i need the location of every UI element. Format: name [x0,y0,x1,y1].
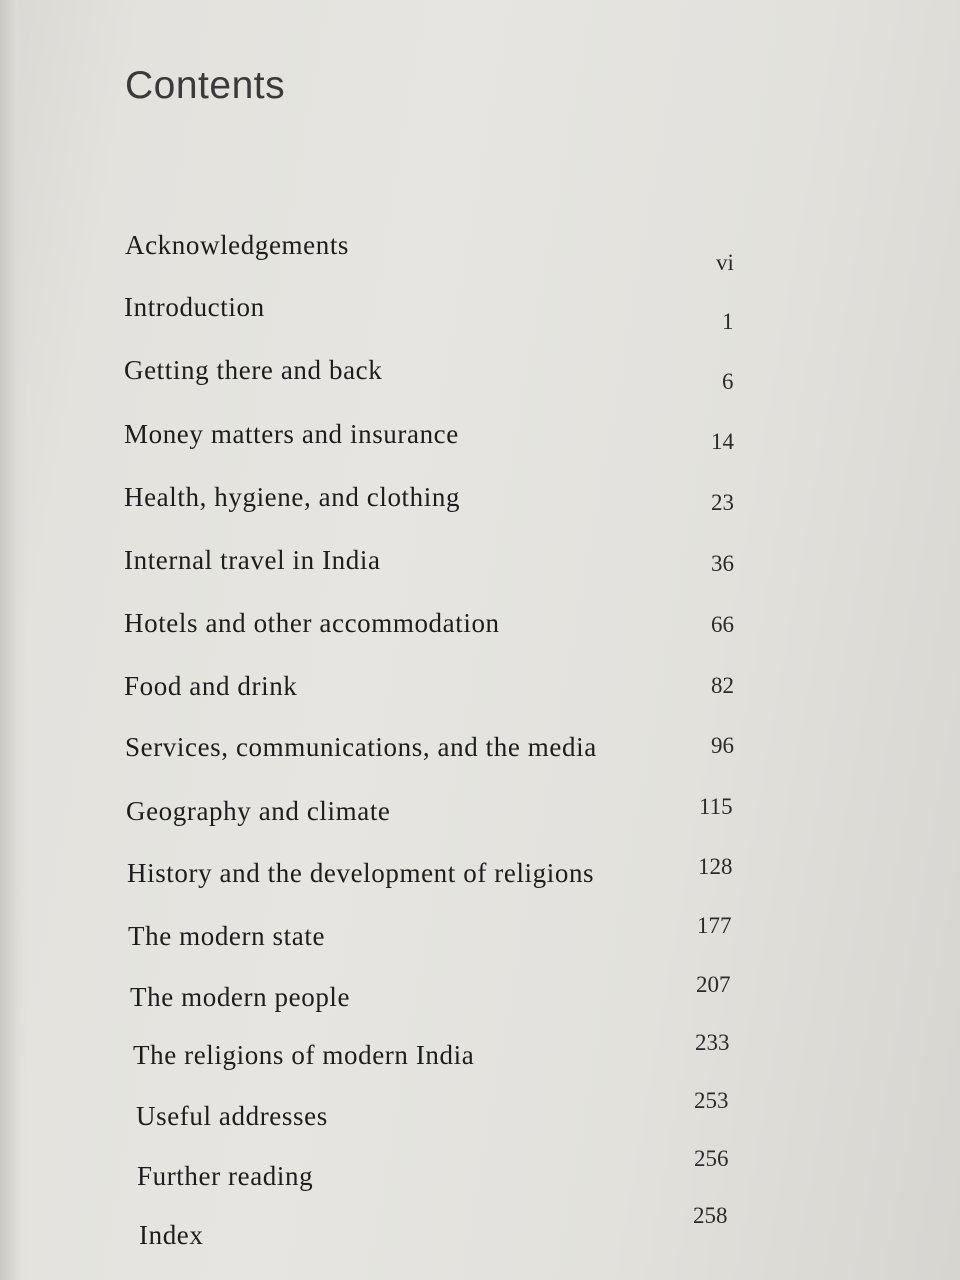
toc-entry-page: 115 [699,794,733,819]
toc-entry-page: 14 [711,429,734,454]
toc-entry-page: 1 [722,309,734,334]
toc-entry-title: Geography and climate [126,796,391,826]
toc-entry-title: The modern people [130,982,351,1012]
toc-entry-page: 96 [711,733,734,758]
toc-entry-page: 82 [711,673,734,698]
toc-entry-page: 66 [711,612,734,637]
toc-entry-title: Acknowledgements [125,230,350,260]
toc-entry-title: History and the development of religions [127,858,595,888]
toc-entry-title: Useful addresses [136,1101,328,1131]
toc-entry-page: 23 [711,490,734,515]
toc-entry-page: 207 [696,972,731,997]
page-title: Contents [125,64,286,108]
toc-entry-title: Introduction [124,292,265,322]
toc-entry-page: vi [716,250,734,275]
toc-entry-page: 128 [698,854,733,879]
toc-entry-page: 6 [722,369,734,394]
toc-entry-page: 253 [694,1088,729,1113]
toc-entry-title: Hotels and other accommodation [124,608,500,638]
toc-entry-page: 256 [694,1146,729,1171]
toc-entry-title: Services, communications, and the media [125,732,597,762]
toc-entry-title: The religions of modern India [133,1040,475,1070]
toc-entry-title: Index [139,1220,204,1250]
toc-entry-page: 258 [693,1203,728,1228]
toc-entry-title: Food and drink [124,671,298,701]
toc-entry-page: 233 [695,1030,730,1055]
toc-entry-title: Health, hygiene, and clothing [124,482,461,512]
toc-entry-title: Money matters and insurance [124,419,459,449]
toc-entry-page: 36 [711,551,734,576]
toc-entry-title: Internal travel in India [124,545,381,575]
toc-entry-title: The modern state [128,921,326,951]
toc-entry-title: Further reading [137,1161,314,1191]
toc-entry-title: Getting there and back [124,355,383,385]
toc-entry-page: 177 [697,913,732,938]
